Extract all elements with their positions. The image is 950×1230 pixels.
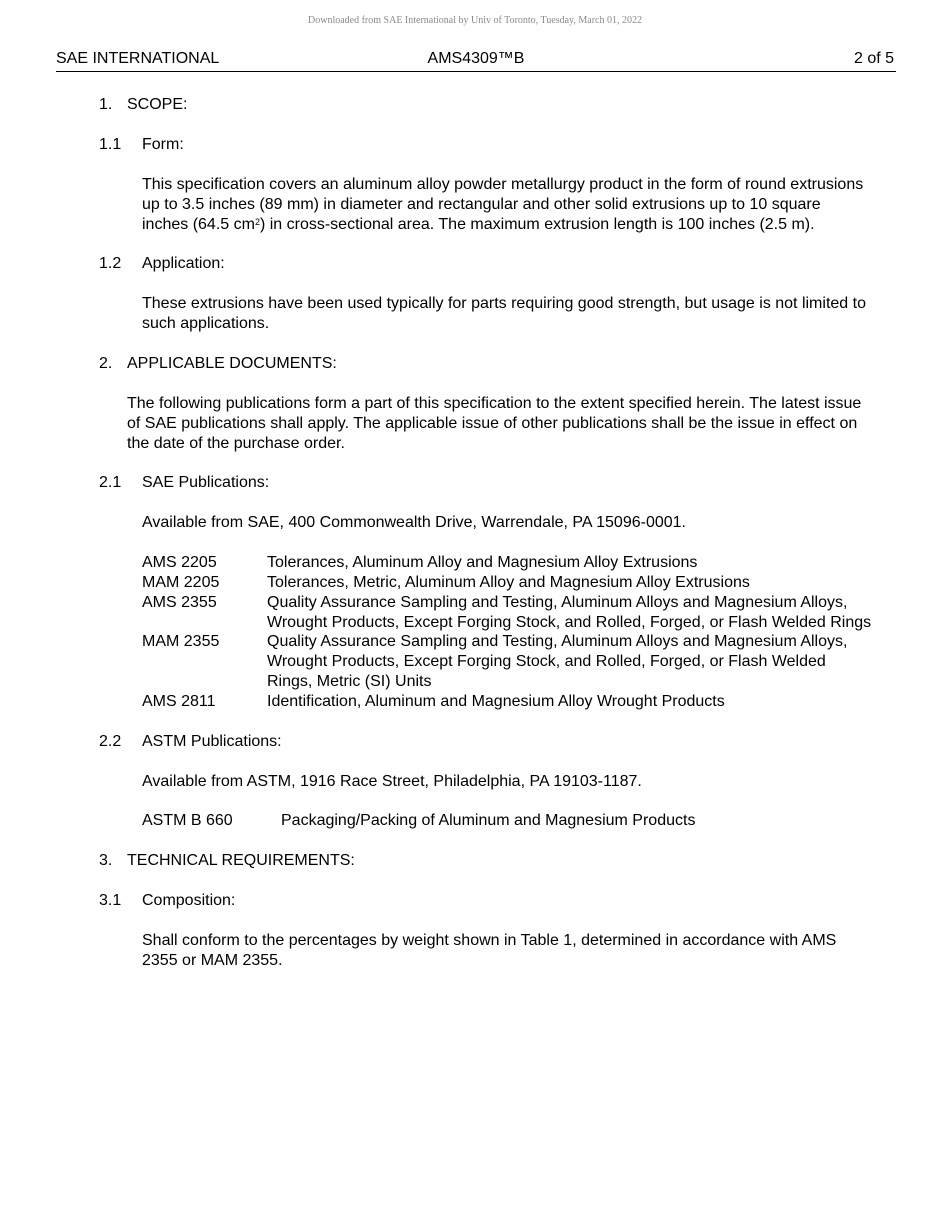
section-title: Application: [142,255,225,273]
section-title: APPLICABLE DOCUMENTS: [127,354,337,372]
section-number: 1.2 [99,255,122,273]
section-title: ASTM Publications: [142,732,282,750]
reference-code: AMS 2811 [142,692,216,710]
reference-code: ASTM B 660 [142,812,233,830]
section-2-2-heading [0,732,950,752]
section-title: SCOPE: [127,96,188,113]
reference-title: Tolerances, Metric, Aluminum Alloy and Magnesium Alloy Extrusions [267,573,750,591]
composition-paragraph: Shall conform to the percentages by weight shown in Table 1, determined in accordance with AMS 2355 or MAM 2355. [142,932,837,969]
astm-address: Available from ASTM, 1916 Race Street, Philadelphia, PA 19103-1187. [142,772,642,790]
application-paragraph: These extrusions have been used typically for parts requiring good strength, but usage is not limited to such applications. [142,295,866,333]
section-1-heading [0,95,950,115]
reference-title: Identification, Aluminum and Magnesium Alloy Wrought Products [267,692,725,710]
reference-item [142,632,872,691]
sae-address: Available from SAE, 400 Commonwealth Drive, Warrendale, PA 15096-0001. [142,514,686,532]
download-watermark: Downloaded from SAE International by Univ of Toronto, Tuesday, March 01, 2022 [308,15,642,26]
section-2-1-heading [0,473,950,493]
reference-title: Packaging/Packing of Aluminum and Magnesium Products [281,812,696,830]
section-number: 3.1 [99,892,122,910]
section-number: 3. [99,852,113,870]
form-paragraph: This specification covers an aluminum alloy powder metallurgy product in the form of round extrusions up to 3.5 inches (89 mm) in diameter and rectangular and other solid extrusions up to 10 square inches (64.5 $cm^2$) in cross-sectional area. The maximum extrusion length is 100 inches (2.5 m). [142,176,864,233]
section-number: 1.1 [99,136,122,153]
publisher-name: SAE INTERNATIONAL [56,50,220,67]
reference-title: Quality Assurance Sampling and Testing, Aluminum Alloys and Magnesium Alloys, Wrought Products, Except Forging Stock, and Rolled, Forged, or Flash Welded Rings, Metric (SI) Units [267,633,848,690]
reference-title: Tolerances, Aluminum Alloy and Magnesium Alloy Extrusions [267,554,698,572]
section-3-1-heading [0,891,950,911]
section-number: 2.2 [99,732,122,750]
reference-title: Quality Assurance Sampling and Testing, Aluminum Alloys and Magnesium Alloys, Wrought Products, Except Forging Stock, and Rolled, Forged, or Flash Welded Rings [267,593,872,631]
astm-reference-list [142,811,872,831]
reference-item [142,811,872,831]
reference-code: AMS 2355 [142,593,217,611]
section-number: 2.1 [99,474,122,492]
section-title: TECHNICAL REQUIREMENTS: [127,852,355,870]
reference-item [142,573,872,593]
reference-item [142,593,872,633]
section-title: Composition: [142,892,236,910]
reference-code: MAM 2355 [142,633,220,651]
section-2-heading [0,354,950,374]
section-title: Form: [142,136,184,153]
page-header [56,49,896,72]
reference-code: AMS 2205 [142,554,217,572]
section-title: SAE Publications: [142,474,270,492]
document-number: AMS4309™B [427,50,525,67]
section-1-2-heading [0,254,950,274]
section-number: 1. [99,96,113,113]
document-body [0,95,950,991]
reference-item [142,692,872,712]
reference-code: MAM 2205 [142,573,220,591]
section-3-heading [0,851,950,871]
section-number: 2. [99,354,113,372]
section-1-1-heading [0,135,950,155]
reference-item [142,553,872,573]
applicable-documents-paragraph: The following publications form a part of this specification to the extent specified herein. The latest issue of SAE publications shall apply. The applicable issue of other publications shall be the issue in effect on the date of the purchase order. [127,394,862,452]
sae-reference-list [142,553,872,711]
page-number: 2 of 5 [853,50,894,67]
